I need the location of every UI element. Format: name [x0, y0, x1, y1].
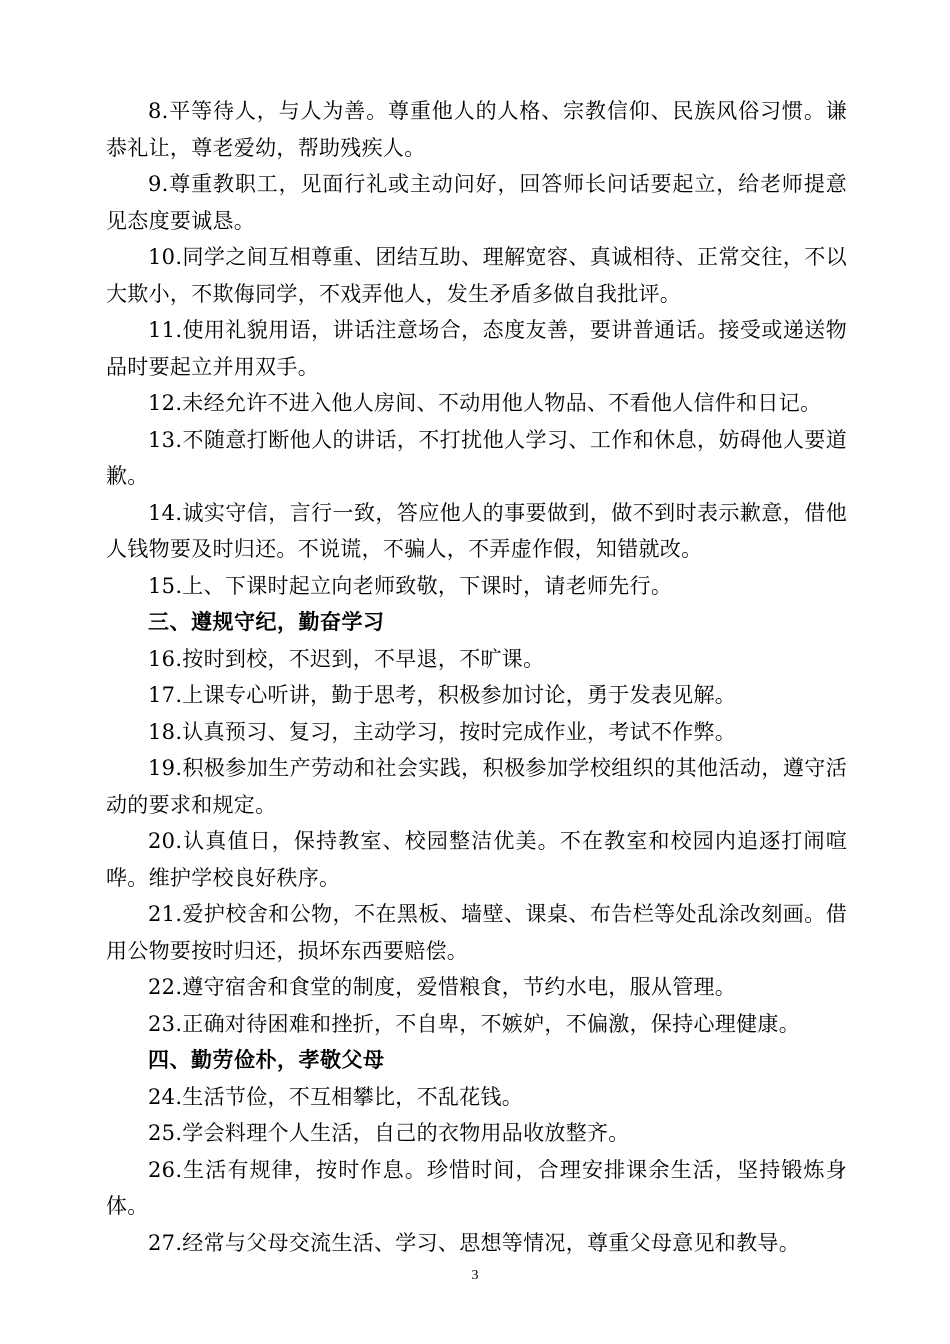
rule-11: 11.使用礼貌用语，讲话注意场合，态度友善，要讲普通话。接受或递送物品时要起立并用双手。 — [106, 318, 847, 379]
rule-12: 12.未经允许不进入他人房间、不动用他人物品、不看他人信件和日记。 — [148, 391, 822, 415]
rule-18: 18.认真预习、复习，主动学习，按时完成作业，考试不作弊。 — [148, 719, 737, 744]
rule-20: 20.认真值日，保持教室、校园整洁优美。不在教室和校园内追逐打闹喧哗。维护学校良好秩序。 — [106, 829, 847, 890]
rule-25: 25.学会料理个人生活，自己的衣物用品收放整齐。 — [148, 1121, 630, 1145]
rule-14: 14.诚实守信，言行一致，答应他人的事要做到，做不到时表示歉意，借他人钱物要及时归还。不说谎，不骗人，不弄虚作假，知错就改。 — [106, 500, 847, 561]
rule-23: 23.正确对待困难和挫折，不自卑，不嫉妒，不偏激，保持心理健康。 — [148, 1011, 800, 1036]
rule-17: 17.上课专心听讲，勤于思考，积极参加讨论，勇于发表见解。 — [148, 683, 737, 707]
section-heading-4: 四、勤劳俭朴，孝敬父母 — [148, 1048, 385, 1072]
section-heading-3: 三、遵规守纪，勤奋学习 — [148, 610, 385, 634]
rule-26: 26.生活有规律，按时作息。珍惜时间，合理安排课余生活，坚持锻炼身体。 — [106, 1157, 847, 1218]
rule-27: 27.经常与父母交流生活、学习、思想等情况，尊重父母意见和教导。 — [148, 1230, 800, 1255]
rule-13: 13.不随意打断他人的讲话，不打扰他人学习、工作和休息，妨碍他人要道歉。 — [106, 427, 847, 488]
page-number: 3 — [471, 1268, 479, 1283]
rule-22: 22.遵守宿舍和食堂的制度，爱惜粮食，节约水电，服从管理。 — [148, 975, 737, 999]
rule-19: 19.积极参加生产劳动和社会实践，积极参加学校组织的其他活动，遵守活动的要求和规定。 — [106, 756, 847, 817]
rule-16: 16.按时到校，不迟到，不早退，不旷课。 — [148, 646, 545, 671]
rule-8: 8.平等待人，与人为善。尊重他人的人格、宗教信仰、民族风俗习惯。谦恭礼让，尊老爱幼，帮助残疾人。 — [106, 99, 847, 160]
document-body — [106, 93, 847, 1261]
rule-24: 24.生活节俭，不互相攀比，不乱花钱。 — [148, 1084, 524, 1109]
rule-10: 10.同学之间互相尊重、团结互助、理解宽容、真诚相待、正常交往，不以大欺小，不欺侮同学，不戏弄他人，发生矛盾多做自我批评。 — [106, 245, 847, 306]
rule-9: 9.尊重教职工，见面行礼或主动问好，回答师长问话要起立，给老师提意见态度要诚恳。 — [106, 172, 847, 233]
rule-15: 15.上、下课时起立向老师致敬，下课时，请老师先行。 — [148, 573, 673, 598]
rule-21: 21.爱护校舍和公物，不在黑板、墙壁、课桌、布告栏等处乱涂改刻画。借用公物要按时归还，损坏东西要赔偿。 — [106, 902, 847, 963]
